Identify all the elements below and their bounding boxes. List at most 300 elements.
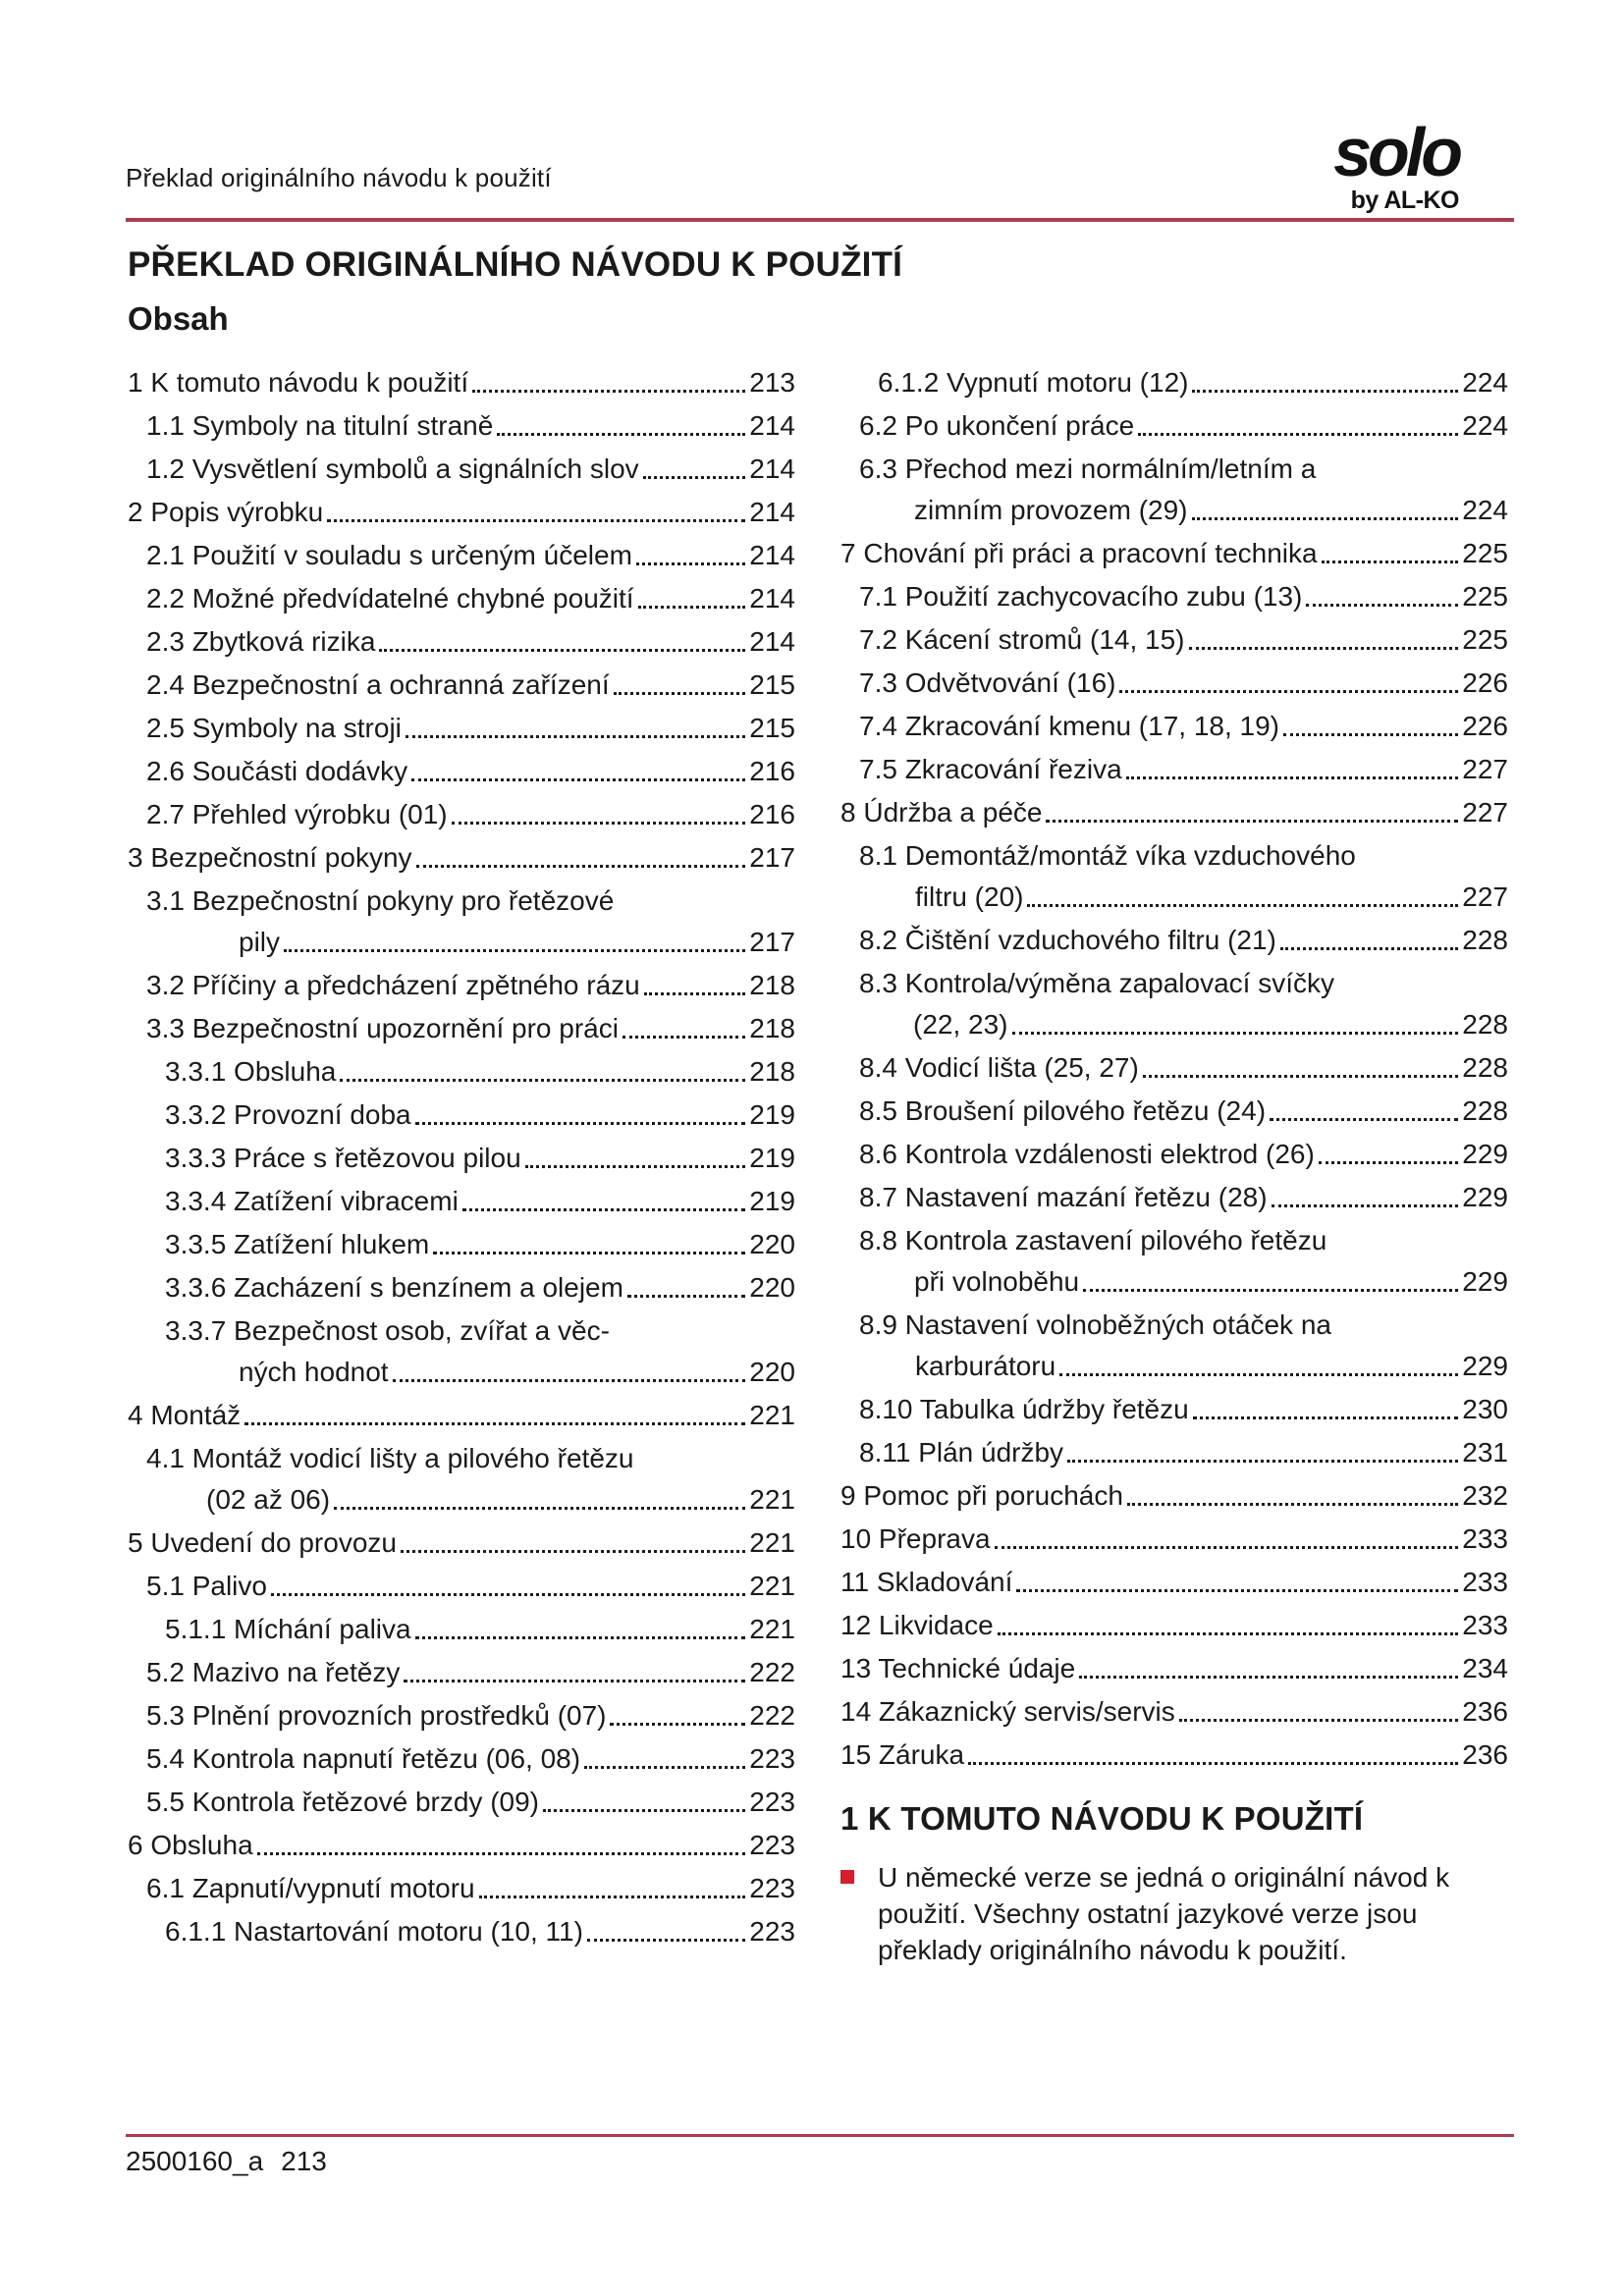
toc-entry-line (840, 495, 1508, 526)
toc-dot-leader (610, 1723, 745, 1726)
toc-entry (840, 1309, 1508, 1382)
toc-entry-text: 3.1 Bezpečnostní pokyny pro řetězové (146, 885, 615, 916)
toc-dot-leader (638, 606, 746, 609)
toc-page-number: 215 (749, 713, 795, 743)
toc-entry (840, 1739, 1508, 1771)
toc-page-number: 222 (749, 1700, 795, 1731)
toc-entry (128, 756, 795, 787)
toc-entry-text: 1.1 Symboly na titulní straně (146, 410, 494, 441)
toc-dot-leader (415, 1122, 746, 1125)
toc-entry-line (128, 1787, 795, 1818)
toc-entry-line (128, 583, 795, 614)
toc-dot-leader (462, 1208, 745, 1211)
toc-dot-leader (1270, 1118, 1458, 1121)
toc-page-number: 224 (1462, 410, 1508, 441)
toc-entry-line (840, 1139, 1508, 1170)
toc-page-number: 214 (749, 583, 795, 614)
toc-page-number: 225 (1462, 538, 1508, 568)
toc-entry-text: 3.2 Příčiny a předcházení zpětného rázu (146, 970, 640, 1000)
toc-dot-leader (1192, 517, 1459, 520)
toc-dot-leader (244, 1422, 745, 1425)
toc-page-number: 220 (749, 1229, 795, 1259)
toc-dot-leader (404, 1680, 745, 1682)
toc-entry-line (128, 1830, 795, 1861)
toc-page-number: 224 (1462, 367, 1508, 398)
toc-entry (840, 454, 1508, 526)
toc-entry-line (128, 1357, 795, 1388)
toc-entry-line (128, 540, 795, 571)
toc-entry-continuation: zimním provozem (29) (914, 495, 1188, 525)
toc-entry-text: 2.1 Použití v souladu s určeným účelem (146, 540, 632, 570)
toc-page-number: 226 (1462, 711, 1508, 741)
toc-dot-leader (1067, 1460, 1458, 1463)
toc-entry (128, 669, 795, 701)
toc-entry-text: 2.5 Symboly na stroji (146, 713, 402, 743)
toc-entry-line (840, 410, 1508, 442)
toc-entry (128, 626, 795, 658)
toc-entry-line (840, 1567, 1508, 1598)
toc-dot-leader (1046, 820, 1458, 823)
toc-entry-text: 8.8 Kontrola zastavení pilového řetězu (859, 1225, 1327, 1255)
toc-entry-line (840, 754, 1508, 785)
toc-dot-leader (1143, 1075, 1458, 1078)
toc-entry-text: 5 Uvedení do provozu (128, 1527, 397, 1558)
toc-entry-line (840, 1052, 1508, 1084)
toc-dot-leader (1079, 1676, 1458, 1679)
toc-entry (128, 1571, 795, 1602)
toc-entry-line (128, 1013, 795, 1044)
toc-entry-text: 12 Likvidace (840, 1610, 994, 1640)
toc-entry (840, 797, 1508, 828)
toc-entry-line (840, 1523, 1508, 1555)
toc-dot-leader (1126, 776, 1459, 779)
toc-entry-text: 5.3 Plnění provozních prostředků (07) (146, 1700, 607, 1731)
toc-entry-text: 7.2 Kácení stromů (14, 15) (859, 624, 1185, 655)
toc-entry (128, 583, 795, 614)
toc-entry (128, 1013, 795, 1044)
toc-dot-leader (1012, 1032, 1459, 1035)
toc-page-number: 223 (749, 1916, 795, 1947)
toc-entry-continuation: ných hodnot (239, 1357, 389, 1387)
toc-dot-leader (998, 1632, 1459, 1635)
toc-page-number: 223 (749, 1830, 795, 1860)
toc-entry-line (840, 1653, 1508, 1684)
toc-entry-line (128, 454, 795, 485)
toc-entry (840, 367, 1508, 399)
toc-entry-text: 8 Údržba a péče (840, 797, 1043, 828)
toc-column-left (128, 355, 795, 1968)
toc-page-number: 228 (1462, 1009, 1508, 1040)
toc-entry-line (128, 1614, 795, 1645)
toc-dot-leader (995, 1546, 1459, 1549)
toc-entry-line (128, 1916, 795, 1948)
toc-entry-continuation: (22, 23) (913, 1009, 1008, 1040)
toc-entry-line (128, 970, 795, 1001)
toc-entry (840, 1437, 1508, 1468)
toc-entry-text: 1 K tomuto návodu k použití (128, 367, 469, 398)
toc-entry-line (840, 1610, 1508, 1641)
toc-entry-text: 11 Skladování (840, 1567, 1013, 1597)
toc-dot-leader (1127, 1503, 1458, 1506)
toc-entry (128, 1400, 795, 1431)
toc-entry-text: 3 Bezpečnostní pokyny (128, 842, 412, 873)
header-rule (126, 218, 1514, 222)
toc-page-number: 214 (749, 410, 795, 441)
toc-entry-line (840, 1394, 1508, 1425)
toc-page-number: 221 (749, 1527, 795, 1558)
toc-page-number: 229 (1462, 1139, 1508, 1169)
toc-page-number: 216 (749, 756, 795, 786)
toc-entry (128, 1099, 795, 1131)
toc-dot-leader (1189, 647, 1459, 650)
toc-dot-leader (1280, 947, 1458, 950)
toc-entry-text: 8.5 Broušení pilového řetězu (24) (859, 1095, 1267, 1126)
toc-dot-leader (1322, 561, 1459, 563)
toc-entry-text: 8.9 Nastavení volnoběžných otáček na (859, 1309, 1331, 1340)
toc-entry-line (840, 925, 1508, 956)
toc-page-number: 229 (1462, 1182, 1508, 1212)
toc-dot-leader (284, 949, 745, 952)
toc-dot-leader (1059, 1373, 1458, 1376)
toc-entry (840, 711, 1508, 742)
toc-entry (840, 1480, 1508, 1512)
toc-entry-line (128, 497, 795, 528)
toc-page-number: 216 (749, 799, 795, 829)
toc-page-number: 225 (1462, 581, 1508, 612)
toc-page-number: 213 (749, 367, 795, 398)
toc-entry-line (128, 1099, 795, 1131)
toc-dot-leader (334, 1507, 745, 1510)
toc-entry-text: 7.5 Zkracování řeziva (859, 754, 1122, 784)
toc-entry-text: 2.7 Přehled výrobku (01) (146, 799, 448, 829)
toc-page-number: 219 (749, 1099, 795, 1130)
brand-logo-byline: by AL-KO (1350, 186, 1459, 214)
toc-entry (128, 1186, 795, 1217)
toc-entry-text: 8.1 Demontáž/montáž víka vzduchového (859, 840, 1356, 871)
toc-entry (128, 970, 795, 1001)
toc-entry-line (128, 1143, 795, 1174)
footer-doc-code: 2500160_a (126, 2146, 264, 2176)
toc-entry (128, 1443, 795, 1516)
toc-entry (840, 1653, 1508, 1684)
toc-dot-leader (1083, 1289, 1458, 1292)
toc-entry-text: 8.7 Nastavení mazání řetězu (28) (859, 1182, 1268, 1212)
toc-entry (840, 1523, 1508, 1555)
toc-page-number: 219 (749, 1143, 795, 1173)
toc-entry-text: 6.3 Přechod mezi normálním/letním a (859, 454, 1317, 484)
toc-entry (840, 1696, 1508, 1728)
toc-dot-leader (1138, 433, 1458, 436)
toc-entry-text: 2 Popis výrobku (128, 497, 324, 527)
toc-heading: Obsah (128, 300, 229, 337)
toc-entry-line (128, 842, 795, 874)
toc-entry-text: 8.11 Plán údržby (859, 1437, 1064, 1468)
toc-entry-line (840, 367, 1508, 399)
toc-entry-line (840, 1351, 1508, 1382)
toc-entry-line (840, 881, 1508, 913)
toc-dot-leader (627, 1295, 745, 1298)
toc-entry-text: 2.4 Bezpečnostní a ochranná zařízení (146, 669, 610, 700)
toc-page-number: 224 (1462, 495, 1508, 525)
toc-entry (128, 1614, 795, 1645)
toc-entry-text: 8.3 Kontrola/výměna zapalovací svíčky (859, 968, 1335, 998)
toc-entry-line (128, 410, 795, 442)
page-title: PŘEKLAD ORIGINÁLNÍHO NÁVODU K POUŽITÍ (128, 245, 903, 284)
toc-entry (128, 1787, 795, 1818)
toc-entry-line (840, 1182, 1508, 1213)
toc-entry-text: 8.6 Kontrola vzdálenosti elektrod (26) (859, 1139, 1315, 1169)
toc-dot-leader (525, 1165, 746, 1168)
toc-dot-leader (543, 1809, 745, 1812)
toc-entry (128, 713, 795, 744)
toc-entry-text: 5.1.1 Míchání paliva (165, 1614, 411, 1644)
bullet-square-icon (840, 1870, 854, 1884)
toc-page-number: 226 (1462, 667, 1508, 698)
toc-entry-text: 3.3.5 Zatížení hlukem (165, 1229, 430, 1259)
toc-dot-leader (1119, 690, 1458, 693)
toc-entry (128, 1229, 795, 1260)
toc-entry-line (840, 1739, 1508, 1771)
toc-entry (128, 1272, 795, 1304)
toc-entry-line (840, 1266, 1508, 1298)
toc-dot-leader (614, 692, 746, 695)
toc-dot-leader (1319, 1161, 1458, 1164)
toc-entry-text: 6.1.1 Nastartování motoru (10, 11) (165, 1916, 583, 1947)
toc-entry-line (840, 1696, 1508, 1728)
toc-page-number: 233 (1462, 1567, 1508, 1597)
toc-page-number: 218 (749, 1056, 795, 1087)
toc-dot-leader (393, 1379, 746, 1382)
toc-entry-text: 3.3.1 Obsluha (165, 1056, 337, 1087)
toc-dot-leader (587, 1939, 745, 1942)
toc-entry (840, 754, 1508, 785)
toc-entry (840, 968, 1508, 1041)
toc-page-number: 234 (1462, 1653, 1508, 1683)
toc-right-entries (840, 367, 1508, 1771)
toc-entry-line (128, 1743, 795, 1775)
toc-dot-leader (416, 865, 746, 868)
toc-page-number: 230 (1462, 1394, 1508, 1424)
toc-entry-line (840, 1480, 1508, 1512)
toc-dot-leader (1179, 1719, 1459, 1722)
bullet-item-text: U německé verze se jedná o originální návod k použití. Všechny ostatní jazykové verze jsou překlady originálního návodu k použití. (878, 1862, 1450, 1965)
toc-entry-text: 7.1 Použití zachycovacího zubu (13) (859, 581, 1303, 612)
footer (126, 2146, 327, 2177)
toc-page-number: 217 (749, 927, 795, 957)
toc-dot-leader (433, 1252, 745, 1255)
toc-entry-text: 2.6 Součásti dodávky (146, 756, 408, 786)
toc-dot-leader (643, 476, 746, 479)
brand-logo-wordmark: solo (1333, 114, 1459, 190)
toc-column-right (840, 355, 1508, 1968)
toc-entry (128, 454, 795, 485)
toc-entry (840, 925, 1508, 956)
toc-entry-line (128, 756, 795, 787)
toc-entry (840, 840, 1508, 913)
toc-entry-continuation: při volnoběhu (914, 1266, 1080, 1297)
toc-entry (128, 799, 795, 830)
toc-entry-text: 3.3.6 Zacházení s benzínem a olejem (165, 1272, 623, 1303)
toc-dot-leader (271, 1593, 745, 1596)
toc-entry-line (128, 1229, 795, 1260)
toc-dot-leader (340, 1079, 745, 1082)
toc-entry (840, 1610, 1508, 1641)
toc-page-number: 236 (1462, 1696, 1508, 1727)
toc-dot-leader (415, 1636, 746, 1639)
toc-entry-text: 7.4 Zkracování kmenu (17, 18, 19) (859, 711, 1279, 741)
toc-entry (840, 1095, 1508, 1127)
toc-page-number: 214 (749, 454, 795, 484)
toc-entry (128, 1700, 795, 1732)
toc-dot-leader (644, 992, 746, 995)
toc-dot-leader (497, 433, 745, 436)
toc-entry-text: 5.1 Palivo (146, 1571, 267, 1601)
toc-page-number: 227 (1462, 881, 1508, 912)
toc-entry-text: 3.3.7 Bezpečnost osob, zvířat a věc- (165, 1315, 610, 1346)
toc-page-number: 228 (1462, 1052, 1508, 1083)
toc-entry-line (128, 626, 795, 658)
toc-entry-line (128, 799, 795, 830)
toc-page-number: 225 (1462, 624, 1508, 655)
toc-page-number: 220 (749, 1357, 795, 1387)
toc-entry (128, 885, 795, 958)
chapter-1-section (840, 1800, 1508, 1968)
toc-entry (128, 367, 795, 399)
toc-entry-text: 6 Obsluha (128, 1830, 253, 1860)
toc-entry (128, 1873, 795, 1904)
toc-dot-leader (1283, 733, 1458, 736)
toc-entry (840, 1182, 1508, 1213)
toc-entry (840, 1225, 1508, 1298)
toc-entry-text: 9 Pomoc při poruchách (840, 1480, 1123, 1511)
toc-entry (128, 1657, 795, 1688)
toc-dot-leader (379, 649, 745, 652)
toc-entry (840, 581, 1508, 613)
toc-entry-line (128, 1527, 795, 1559)
toc-page-number: 223 (749, 1873, 795, 1903)
toc-dot-leader (1272, 1204, 1459, 1207)
toc-page-number: 223 (749, 1743, 795, 1774)
toc-entry-line (128, 1657, 795, 1688)
toc-entry-line (128, 927, 795, 958)
toc-entry-line (128, 1571, 795, 1602)
toc-entry-line (840, 1009, 1508, 1041)
toc-entry-continuation: (02 až 06) (206, 1484, 331, 1515)
toc-entry (128, 1830, 795, 1861)
toc-entry-continuation: karburátoru (915, 1351, 1056, 1381)
toc-entry-line (840, 667, 1508, 699)
toc-entry (128, 497, 795, 528)
toc-entry (128, 842, 795, 874)
toc-entry-text: 13 Technické údaje (840, 1653, 1076, 1683)
toc-entry-text: 6.2 Po ukončení práce (859, 410, 1135, 441)
toc-page-number: 221 (749, 1614, 795, 1644)
toc-dot-leader (584, 1766, 745, 1769)
toc-entry (840, 1394, 1508, 1425)
toc-page-number: 231 (1462, 1437, 1508, 1468)
toc-page-number: 236 (1462, 1739, 1508, 1770)
section-heading: 1 K TOMUTO NÁVODU K POUŽITÍ (840, 1800, 1364, 1837)
toc-entry-text: 4.1 Montáž vodicí lišty a pilového řetězu (146, 1443, 634, 1473)
toc-entry (840, 1567, 1508, 1598)
toc-page-number: 232 (1462, 1480, 1508, 1511)
toc-entry-line (128, 1400, 795, 1431)
toc-entry-line (840, 624, 1508, 656)
toc-dot-leader (623, 1036, 745, 1039)
brand-logo (1333, 114, 1459, 215)
toc-entry (128, 1527, 795, 1559)
toc-page-number: 228 (1462, 925, 1508, 955)
toc-page-number: 227 (1462, 754, 1508, 784)
toc-entry-line (128, 367, 795, 399)
toc-entry-line (840, 797, 1508, 828)
bullet-list-item (840, 1859, 1508, 1968)
running-header-text: Překlad originálního návodu k použití (126, 163, 552, 192)
toc-entry-line (840, 711, 1508, 742)
toc-entry-text: 5.2 Mazivo na řetězy (146, 1657, 401, 1687)
toc-page-number: 228 (1462, 1095, 1508, 1126)
toc-entry-line (128, 669, 795, 701)
toc-entry (840, 1139, 1508, 1170)
toc-entry-text: 10 Přeprava (840, 1523, 991, 1554)
toc-entry-line (128, 1873, 795, 1904)
toc-entry-continuation: pily (239, 927, 281, 957)
toc-entry-text: 1.2 Vysvětlení symbolů a signálních slov (146, 454, 639, 484)
toc-entry (840, 538, 1508, 569)
toc-entry (840, 667, 1508, 699)
toc-entry (128, 1916, 795, 1948)
toc-entry (128, 1315, 795, 1388)
toc-page-number: 233 (1462, 1523, 1508, 1554)
toc-page-number: 223 (749, 1787, 795, 1817)
toc-page-number: 218 (749, 970, 795, 1000)
toc-entry (128, 1743, 795, 1775)
toc-page-number: 229 (1462, 1351, 1508, 1381)
toc-dot-leader (1306, 604, 1458, 607)
toc-entry-line (128, 713, 795, 744)
toc-entry-text: 4 Montáž (128, 1400, 242, 1430)
toc-dot-leader (968, 1762, 1458, 1765)
toc-dot-leader (472, 390, 745, 393)
footer-rule (126, 2134, 1514, 2137)
toc-entry-text: 3.3.4 Zatížení vibracemi (165, 1186, 459, 1216)
toc-entry-line (840, 538, 1508, 569)
toc-page-number: 215 (749, 669, 795, 700)
toc-dot-leader (636, 562, 745, 565)
toc-dot-leader (1016, 1589, 1458, 1592)
toc-entry (128, 540, 795, 571)
toc-entry (840, 1052, 1508, 1084)
toc-entry-text: 2.2 Možné předvídatelné chybné použití (146, 583, 634, 614)
toc-dot-leader (479, 1896, 746, 1898)
toc-page-number: 214 (749, 626, 795, 657)
toc-page-number: 218 (749, 1013, 795, 1043)
toc-entry (128, 1143, 795, 1174)
toc-dot-leader (406, 735, 745, 738)
toc-entry-line (840, 581, 1508, 613)
toc-entry-text: 6.1 Zapnutí/vypnutí motoru (146, 1873, 475, 1903)
toc-dot-leader (1027, 904, 1458, 907)
toc-entry-text: 8.10 Tabulka údržby řetězu (859, 1394, 1189, 1424)
toc-page-number: 219 (749, 1186, 795, 1216)
toc-page-number: 220 (749, 1272, 795, 1303)
toc-entry-text: 7.3 Odvětvování (16) (859, 667, 1116, 698)
toc-entry-line (128, 1700, 795, 1732)
toc-entry (840, 624, 1508, 656)
toc-page-number: 227 (1462, 797, 1508, 828)
toc-page-number: 221 (749, 1400, 795, 1430)
toc-entry-text: 2.3 Zbytková rizika (146, 626, 376, 657)
